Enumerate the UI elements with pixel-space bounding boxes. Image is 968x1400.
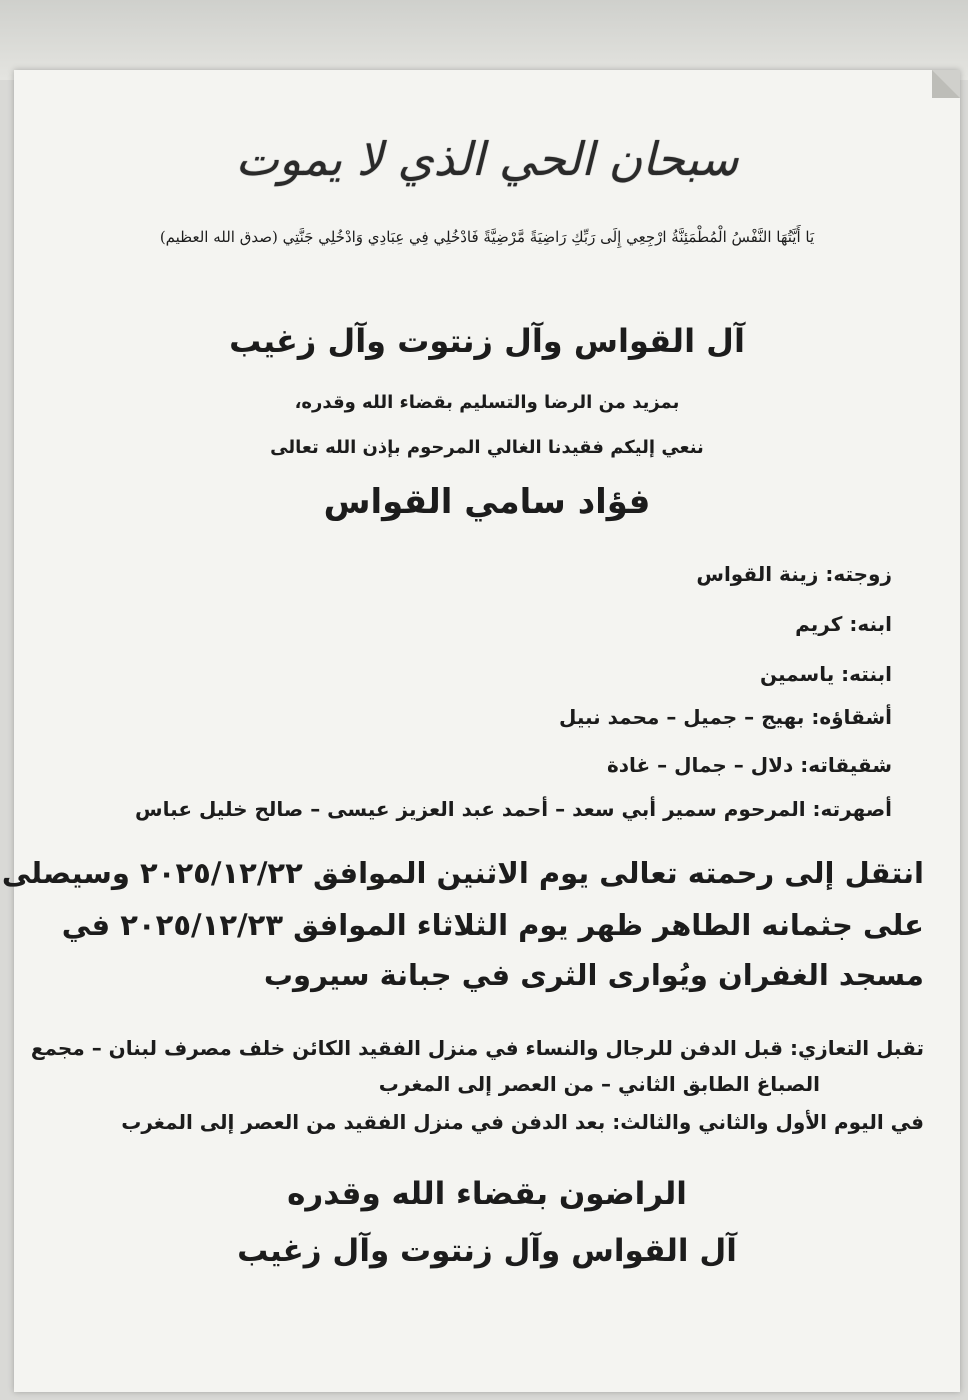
quran-verse: يَا أَيَّتُهَا النَّفْسُ الْمُطْمَئِنَّةُ ارْجِعِي إِلَى رَبِّكِ رَاضِيَةً مَّرْضِيَّةً فَادْخُلِي فِي عِبَادِي وَادْخُلِي جَنَّتِي (صدق الله العظيم) (159, 228, 815, 246)
calligraphy-header: سبحان الحي الذي لا يموت (235, 132, 739, 186)
relative-in-laws: أصهرته: المرحوم سمير أبي سعد – أحمد عبد العزيز عيسى – صالح خليل عباس (135, 797, 892, 821)
obituary-document (1, 70, 960, 1392)
relative-brothers: أشقاؤه: بهيج – جميل – محمد نبيل (558, 705, 892, 729)
relative-son: ابنه: كريم (795, 612, 892, 636)
relative-daughter: ابنته: ياسمين (759, 662, 892, 686)
deceased-name: فؤاد سامي القواس (323, 482, 651, 522)
relative-wife: زوجته: زينة القواس (696, 562, 892, 586)
background-surface (0, 0, 968, 80)
funeral-line-3: مسجد الغفران ويُوارى الثرى في جبانة سيروب (263, 958, 924, 992)
funeral-line-1: انتقل إلى رحمته تعالى يوم الاثنين الموافق ٢٠٢٥/١٢/٢٢ وسيصلى (1, 856, 924, 890)
closing-families: آل القواس وآل زنتوت وآل زغيب (237, 1233, 737, 1269)
condolences-line-2: الصباغ الطابق الثاني – من العصر إلى المغرب (378, 1072, 820, 1096)
relative-sisters: شقيقاته: دلال – جمال – غادة (606, 753, 892, 777)
intro-line-2: ننعي إليكم فقيدنا الغالي المرحوم بإذن الله تعالى (270, 437, 704, 458)
families-heading: آل القواس وآل زنتوت وآل زغيب (229, 322, 745, 360)
intro-line-1: بمزيد من الرضا والتسليم بقضاء الله وقدره، (294, 392, 680, 413)
funeral-line-2: على جثمانه الطاهر ظهر يوم الثلاثاء الموافق ٢٠٢٥/١٢/٢٣ في (61, 908, 924, 942)
condolences-line-3: في اليوم الأول والثاني والثالث: بعد الدفن في منزل الفقيد من العصر إلى المغرب (121, 1110, 924, 1134)
condolences-line-1: تقبل التعازي: قبل الدفن للرجال والنساء في منزل الفقيد الكائن خلف مصرف لبنان – مجمع (30, 1036, 924, 1060)
closing-line-1: الراضون بقضاء الله وقدره (287, 1176, 687, 1212)
